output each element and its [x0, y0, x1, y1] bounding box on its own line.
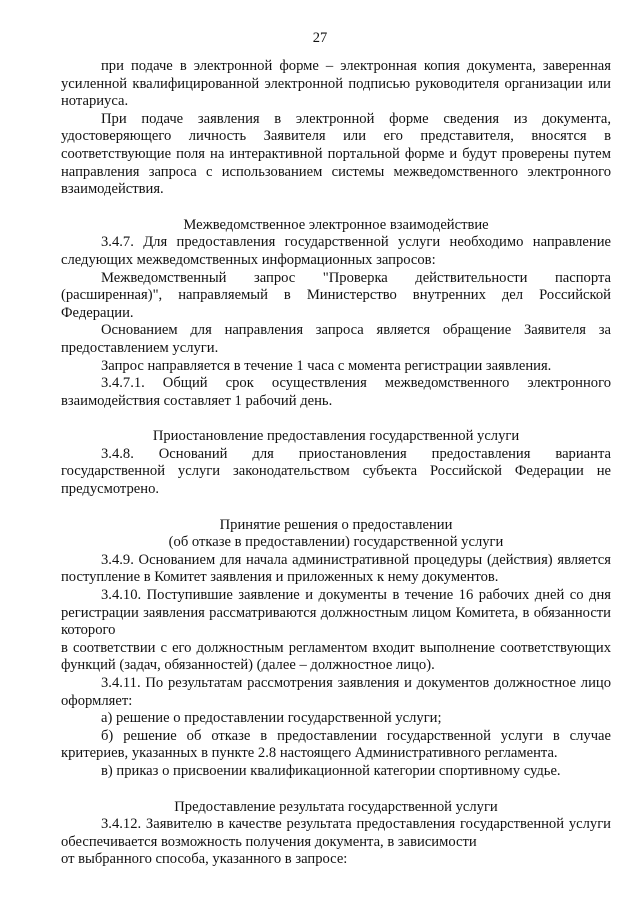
section-heading: Приостановление предоставления государственной услуги	[152, 428, 520, 445]
document-body	[61, 58, 611, 869]
paragraph: 3.4.12. Заявителю в качестве результата предоставления государственной услуги обеспечивается возможность получения документа, в зависимости	[61, 816, 611, 850]
list-item: в) приказ о присвоении квалификационной категории спортивному судье.	[101, 762, 561, 779]
paragraph: Межведомственный запрос "Проверка действительности паспорта (расширенная)", направляемый в Министерство внутренних дел Российской Федерации.	[61, 269, 611, 321]
page-number: 27	[312, 30, 328, 46]
paragraph: Запрос направляется в течение 1 часа с момента регистрации заявления.	[101, 357, 552, 374]
paragraph: 3.4.10. Поступившие заявление и документы в течение 16 рабочих дней со дня регистрации заявления рассматриваются должностным лицом Комитета, в обязанности которого	[61, 587, 611, 639]
paragraph: При подаче заявления в электронной форме сведения из документа, удостоверяющего личность Заявителя или его представителя, вносятся в соответствующие поля на интерактивной портальной форме и будут проверены путем направления запроса с использованием системы межведомственного электронного взаимодействия.	[61, 110, 611, 198]
section-heading: Предоставление результата государственной услуги	[174, 798, 498, 815]
paragraph: 3.4.9. Основанием для начала административной процедуры (действия) является поступление в Комитет заявления и приложенных к нему документов.	[61, 551, 611, 586]
paragraph: от выбранного способа, указанного в запросе:	[61, 851, 348, 868]
paragraph: в соответствии с его должностным регламентом входит выполнение соответствующих функций (задач, обязанностей) (далее – должностное лицо).	[61, 639, 611, 674]
paragraph: 3.4.7. Для предоставления государственной услуги необходимо направление следующих межведомственных информационных запросов:	[61, 234, 611, 268]
list-item: б) решение об отказе в предоставлении государственной услуги в случае критериев, указанных в пункте 2.8 настоящего Административного регламента.	[61, 727, 611, 762]
section-heading-line-2: (об отказе в предоставлении) государственной услуги	[168, 534, 504, 551]
paragraph: при подаче в электронной форме – электронная копия документа, заверенная усиленной квалифицированной электронной подписью руководителя организации или нотариуса.	[61, 58, 611, 110]
paragraph: 3.4.8. Оснований для приостановления предоставления варианта государственной услуги законодательством субъекта Российской Федерации не предусмотрено.	[61, 445, 611, 498]
paragraph: 3.4.7.1. Общий срок осуществления межведомственного электронного взаимодействия составляет 1 рабочий день.	[61, 375, 611, 409]
section-heading: Принятие решения о предоставлении	[219, 516, 453, 533]
list-item: а) решение о предоставлении государственной услуги;	[101, 710, 442, 727]
paragraph: 3.4.11. По результатам рассмотрения заявления и документов должностное лицо оформляет:	[61, 675, 611, 709]
section-heading: Межведомственное электронное взаимодействие	[183, 216, 489, 233]
paragraph: Основанием для направления запроса является обращение Заявителя за предоставлением услуги.	[61, 322, 611, 356]
